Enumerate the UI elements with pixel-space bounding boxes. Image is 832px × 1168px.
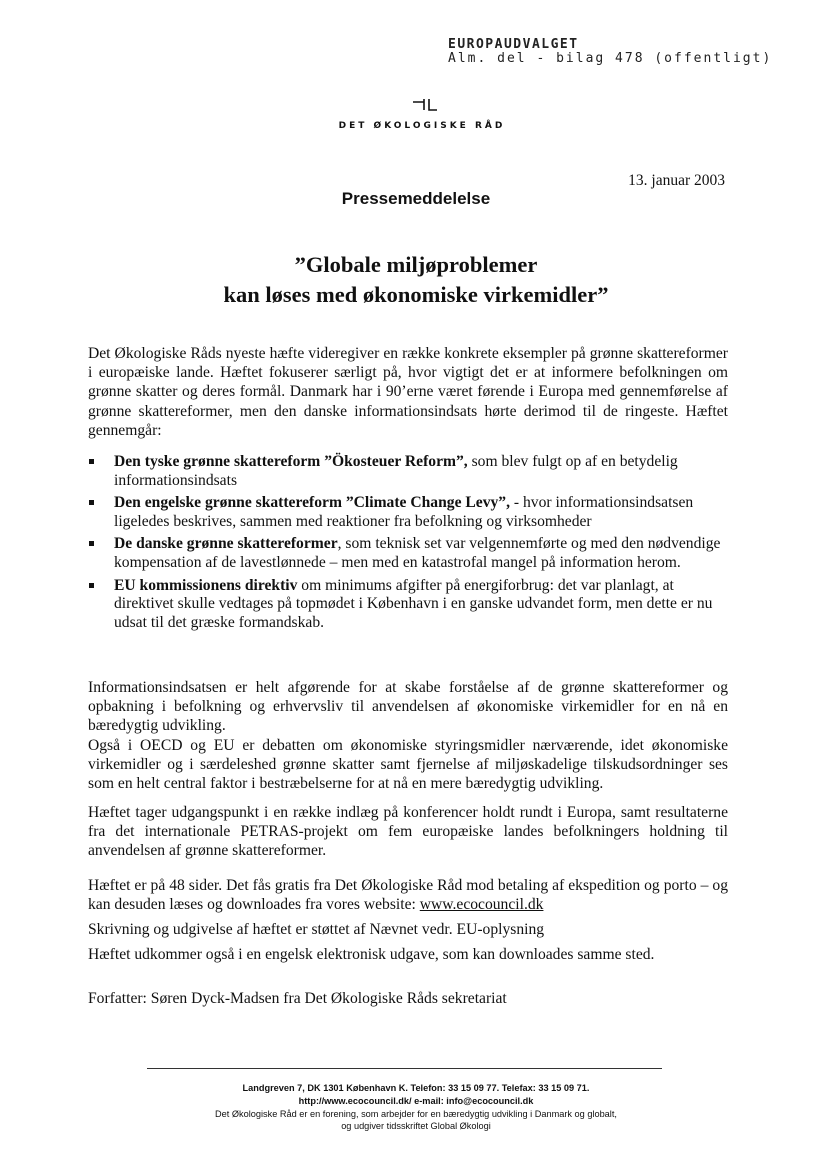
list-item <box>88 494 728 531</box>
paragraph-english-edition <box>88 945 728 964</box>
paragraph-text: Også i OECD og EU er debatten om økonomiske styringsmidler nærværende, idet økonomiske virkemidler og i særdeleshed grønne skatter samt fjernelse af miljøskadelige tilskudsordninger ses som en helt central faktor i bestræbelserne for at nå en mere bæredygtig udvikling. <box>88 736 728 793</box>
list-item-bold: De danske grønne skattereformer <box>114 535 338 553</box>
archive-stamp-title: EUROPAUDVALGET <box>448 37 579 52</box>
org-name: DET ØKOLOGISKE RÅD <box>338 121 506 131</box>
list-item-text: om minimums afgifter på energiforbrug: det var planlagt, at direktivet skulle vedtages på topmødet i København i en ganske udvandet form, men dette er nu udsat til det græske formandskab. <box>114 576 713 631</box>
title-line-1: ”Globale miljøproblemer <box>294 252 538 277</box>
paragraph-availability <box>88 876 728 914</box>
document-date: 13. januar 2003 <box>628 172 725 189</box>
website-link[interactable]: www.ecocouncil.dk <box>419 896 544 914</box>
footer-about-line-2: og udgiver tidsskriftet Global Økologi <box>341 1121 491 1131</box>
paragraph-basis <box>88 803 728 861</box>
list-item <box>88 453 728 490</box>
list-item-text: som blev fulgt op af en betydelig informationsindsats <box>114 453 678 489</box>
archive-stamp-reference: Alm. del - bilag 478 (offentligt) <box>448 51 773 66</box>
paragraph-text: Informationsindsatsen er helt afgørende for at skabe forståelse af de grønne skattereformer og opbakning i befolkning og erhvervsliv til anvendelsen af økonomiske virkemidler for en nå en bæredygtig udvikling. <box>88 679 728 735</box>
intro-paragraph <box>88 344 728 440</box>
list-item-bold: EU kommissionens direktiv <box>114 576 298 594</box>
list-item-text: , som teknisk set var velgennemførte og med den nødvendige kompensation af de lavestlønnede – men med en katastrofal mangel på information herom. <box>114 535 721 571</box>
paragraph-text: Hæftet udkommer også i en engelsk elektronisk udgave, som kan downloades samme sted. <box>88 946 655 963</box>
org-logo-icon <box>412 98 438 112</box>
list-item-bold: Den engelske grønne skattereform ”Climate Change Levy”, <box>114 494 510 512</box>
paragraph-information <box>88 678 728 793</box>
paragraph-text: Hæftet er på 48 sider. Det fås gratis fra Det Økologiske Råd mod betaling af ekspedition og porto – og kan desuden læses og downloades fra vores website: <box>88 877 728 914</box>
footer-address: Landgreven 7, DK 1301 København K. Telefon: 33 15 09 77. Telefax: 33 15 09 71. <box>242 1083 590 1093</box>
bullet-square-icon <box>89 459 94 464</box>
footer-divider <box>147 1068 662 1069</box>
list-item-bold: Den tyske grønne skattereform ”Ökosteuer Reform”, <box>114 453 468 470</box>
paragraph-text: Hæftet tager udgangspunkt i en række indlæg på konferencer holdt rundt i Europa, samt resultaterne fra det internationale PETRAS-projekt om fem europæiske landes befolkningers holdning til anvendelsen af grønne skattereformer. <box>88 804 728 860</box>
bullet-square-icon <box>89 583 94 588</box>
paragraph-support <box>88 920 728 939</box>
list-item <box>88 577 728 633</box>
footer-about-line-1: Det Økologiske Råd er en forening, som arbejder for en bæredygtig udvikling i Danmark og globalt, <box>215 1109 617 1119</box>
topics-list <box>88 453 728 636</box>
bullet-square-icon <box>89 541 94 546</box>
list-item-text: - hvor informationsindsatsen ligeledes beskrives, sammen med reaktioner fra befolkning og virksomheder <box>114 494 694 530</box>
title-line-2: kan løses med økonomiske virkemidler” <box>223 282 609 307</box>
document-type-heading: Pressemeddelelse <box>341 189 491 208</box>
author-text: Forfatter: Søren Dyck-Madsen fra Det Økologiske Råds sekretariat <box>88 990 507 1007</box>
bullet-square-icon <box>89 500 94 505</box>
intro-text: Det Økologiske Råds nyeste hæfte videregiver en række konkrete eksempler på grønne skattereformer i europæiske lande. Hæftet fokuserer særligt på, hvor vigtigt det er at informere befolkningen om grønne skatter og deres formål. Danmark har i 90’erne været førende i Europa med gennemførelse af grønne skattereformer, men den danske informationsindsats hørte derimod til de ringeste. Hæftet gennemgår: <box>88 345 728 439</box>
press-release-title <box>0 250 832 310</box>
author-line <box>88 989 728 1008</box>
list-item <box>88 535 728 572</box>
paragraph-text: Skrivning og udgivelse af hæftet er støttet af Nævnet vedr. EU-oplysning <box>88 921 545 938</box>
footer-web-email: http://www.ecocouncil.dk/ e-mail: info@ecocouncil.dk <box>298 1096 534 1106</box>
